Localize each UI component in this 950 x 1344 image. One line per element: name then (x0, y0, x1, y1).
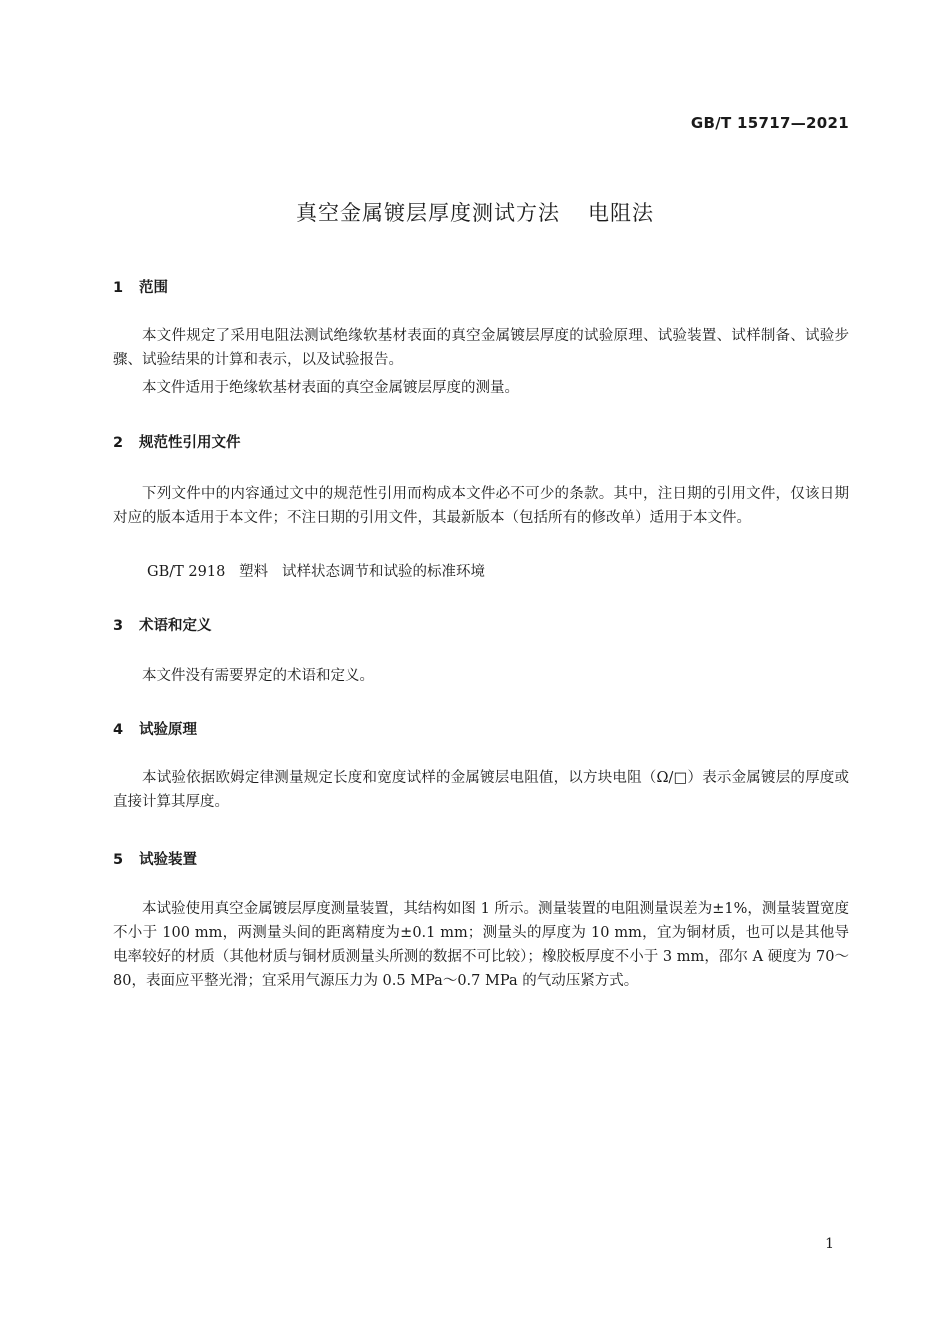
paragraph: 本试验使用真空金属镀层厚度测量装置，其结构如图 1 所示。测量装置的电阻测量误差为±1%，测量装置宽度不小于 100 mm，两测量头间的距离精度为±0.1 mm；测量头的厚度为 10 mm，宜为铜材质，也可以是其他导电率较好的材质（其他材质与铜材质测量头所测的数据不可比较）；橡胶板厚度不小于 3 mm，邵尔 A 硬度为 70～80，表面应平整光滑；宜采用气源压力为 0.5 MPa～0.7 MPa 的气动压紧方式。 (113, 901, 849, 989)
section-number: 4 (113, 722, 124, 738)
section-title: 规范性引用文件 (139, 435, 241, 451)
paragraph: 本文件没有需要界定的术语和定义。 (142, 668, 374, 684)
reference-part1: 塑料 (239, 564, 269, 580)
paragraph: 本文件适用于绝缘软基材表面的真空金属镀层厚度的测量。 (142, 380, 519, 396)
section-title: 术语和定义 (139, 618, 212, 634)
section-title: 试验装置 (139, 852, 197, 868)
section-heading-normative-references (113, 431, 241, 452)
section-heading-terms (113, 614, 212, 635)
section-title: 范围 (139, 280, 168, 296)
section-number: 3 (113, 618, 124, 634)
section-heading-principle (113, 718, 197, 739)
title-main: 真空金属镀层厚度测试方法 (296, 201, 560, 225)
paragraph: 本试验依据欧姆定律测量规定长度和宽度试样的金属镀层电阻值，以方块电阻（Ω/□）表示金属镀层的厚度或直接计算其厚度。 (113, 770, 849, 810)
paragraph: 本文件规定了采用电阻法测试绝缘软基材表面的真空金属镀层厚度的试验原理、试验装置、试样制备、试验步骤、试验结果的计算和表示，以及试验报告。 (113, 328, 849, 368)
reference-line (147, 560, 485, 584)
standard-number: GB/T 15717—2021 (690, 114, 849, 132)
title-sub: 电阻法 (588, 201, 654, 225)
section-title: 试验原理 (139, 722, 197, 738)
document-title (0, 197, 950, 227)
paragraph: 下列文件中的内容通过文中的规范性引用而构成本文件必不可少的条款。其中，注日期的引用文件，仅该日期对应的版本适用于本文件；不注日期的引用文件，其最新版本（包括所有的修改单）适用于本文件。 (113, 486, 849, 526)
section-heading-apparatus (113, 848, 197, 869)
reference-code: GB/T 2918 (147, 564, 226, 580)
section-number: 2 (113, 435, 124, 451)
section-number: 1 (113, 280, 124, 296)
reference-part2: 试样状态调节和试验的标准环境 (281, 564, 485, 580)
section-number: 5 (113, 852, 124, 868)
section-heading-scope (113, 276, 168, 297)
page-number: 1 (825, 1236, 834, 1252)
